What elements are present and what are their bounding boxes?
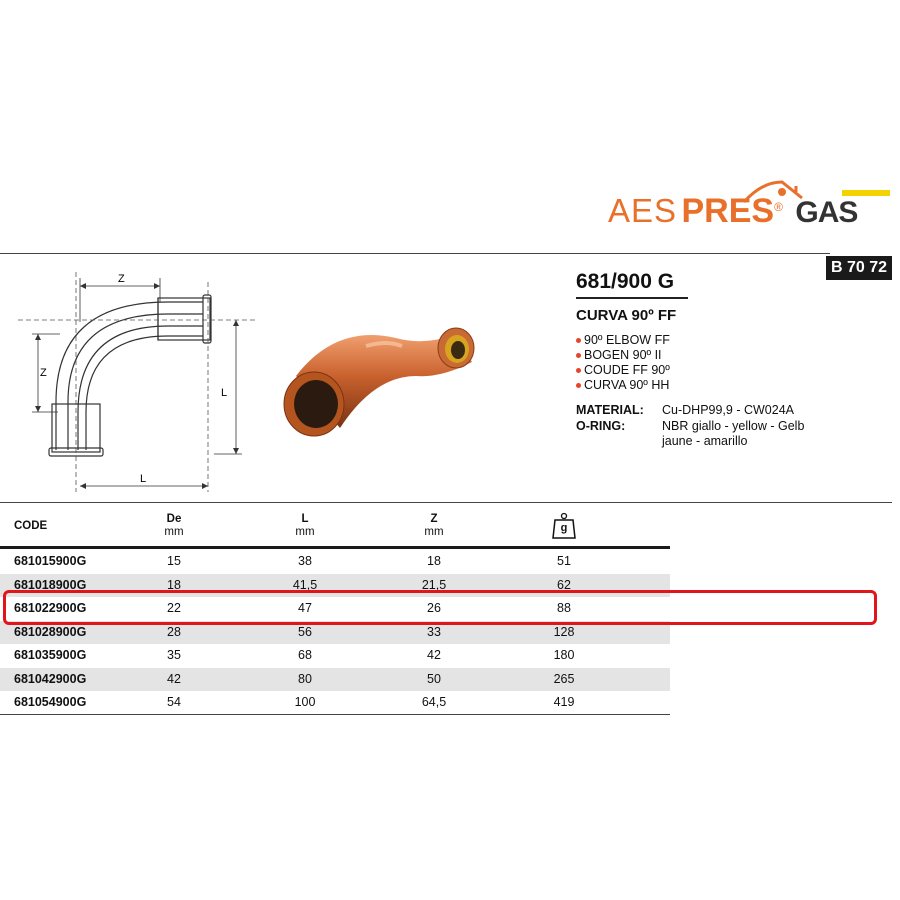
header-code: CODE (14, 520, 48, 532)
weight-unit: g (560, 522, 568, 534)
oring-label: O-RING: (576, 419, 626, 433)
row-weight: 51 (557, 554, 571, 568)
row-code: 681042900G (14, 671, 87, 686)
gas-yellow-bar (842, 190, 890, 196)
row-z: 42 (427, 648, 441, 662)
header-de-unit: mm (164, 526, 184, 538)
translation-item: BOGEN 90º II (576, 348, 670, 363)
row-code: 681015900G (14, 554, 87, 568)
row-l: 41,5 (292, 577, 318, 592)
highlighted-row-marker (3, 590, 877, 625)
row-weight: 128 (553, 624, 575, 639)
header-l-label: L (301, 513, 309, 525)
table-row (0, 691, 670, 714)
logo-registered: ® (774, 200, 783, 214)
row-de: 54 (167, 695, 181, 709)
brand-logo (608, 192, 857, 232)
row-weight: 62 (557, 577, 571, 592)
row-de: 28 (167, 624, 181, 639)
row-l: 80 (298, 671, 312, 686)
logo-pres: PRES (681, 192, 775, 230)
row-z: 21,5 (421, 577, 447, 592)
product-translations (576, 333, 670, 393)
row-de: 42 (167, 671, 181, 686)
elbow-technical-drawing (18, 262, 258, 498)
row-l: 68 (298, 648, 312, 662)
material-value: Cu-DHP99,9 - CW024A (662, 403, 794, 417)
translation-item: 90º ELBOW FF (576, 333, 670, 348)
dim-z-top-label: Z (118, 273, 125, 285)
table-header-divider (0, 546, 670, 549)
header-de (134, 513, 214, 539)
row-weight: 180 (553, 648, 575, 662)
row-de: 22 (167, 601, 181, 615)
row-weight: 419 (553, 695, 575, 709)
row-z: 18 (427, 554, 441, 568)
table-bottom-divider (0, 714, 670, 715)
header-z-unit: mm (424, 526, 444, 538)
translation-item: COUDE FF 90º (576, 363, 670, 378)
oring-value: NBR giallo - yellow - Gelb jaune - amarillo (662, 419, 805, 448)
row-de: 15 (167, 554, 181, 568)
logo-aes: AES (608, 192, 678, 229)
row-z: 26 (427, 601, 441, 615)
row-weight: 88 (557, 601, 571, 615)
header-z (394, 513, 474, 539)
header-l-unit: mm (295, 526, 315, 538)
row-z: 64,5 (421, 695, 447, 709)
product-code-underline (576, 297, 688, 299)
section-divider (0, 502, 892, 503)
row-l: 56 (298, 624, 312, 639)
header-l (265, 513, 345, 539)
header-de-label: De (166, 513, 182, 525)
material-label: MATERIAL: (576, 403, 644, 417)
row-z: 33 (427, 624, 441, 639)
header-z-label: Z (430, 513, 438, 525)
table-row (0, 668, 670, 691)
row-code: 681022900G (14, 601, 87, 615)
elbow-product-photo (276, 316, 486, 440)
row-code: 681028900G (14, 624, 87, 639)
row-code: 681018900G (14, 577, 87, 592)
translation-item: CURVA 90º HH (576, 378, 670, 393)
table-row (0, 644, 670, 667)
row-code: 681035900G (14, 648, 87, 662)
product-name: CURVA 90º FF (576, 307, 677, 324)
row-l: 100 (294, 695, 316, 709)
dim-l-right-label: L (221, 387, 228, 399)
dim-l-bottom-label: L (140, 473, 147, 485)
row-l: 38 (298, 554, 312, 568)
logo-roof-icon (742, 178, 812, 208)
row-de: 35 (167, 648, 181, 662)
row-weight: 265 (553, 671, 575, 686)
top-divider (0, 253, 830, 254)
header-weight (551, 512, 577, 540)
table-row (0, 550, 670, 573)
product-code: 681/900 G (576, 270, 675, 293)
row-de: 18 (167, 577, 181, 592)
logo-gas: GAS (795, 196, 858, 229)
row-code: 681054900G (14, 695, 87, 709)
dim-z-left-label: Z (40, 367, 47, 379)
catalog-badge: B 70 72 (826, 256, 892, 280)
row-l: 47 (298, 601, 312, 615)
row-z: 50 (427, 671, 441, 686)
